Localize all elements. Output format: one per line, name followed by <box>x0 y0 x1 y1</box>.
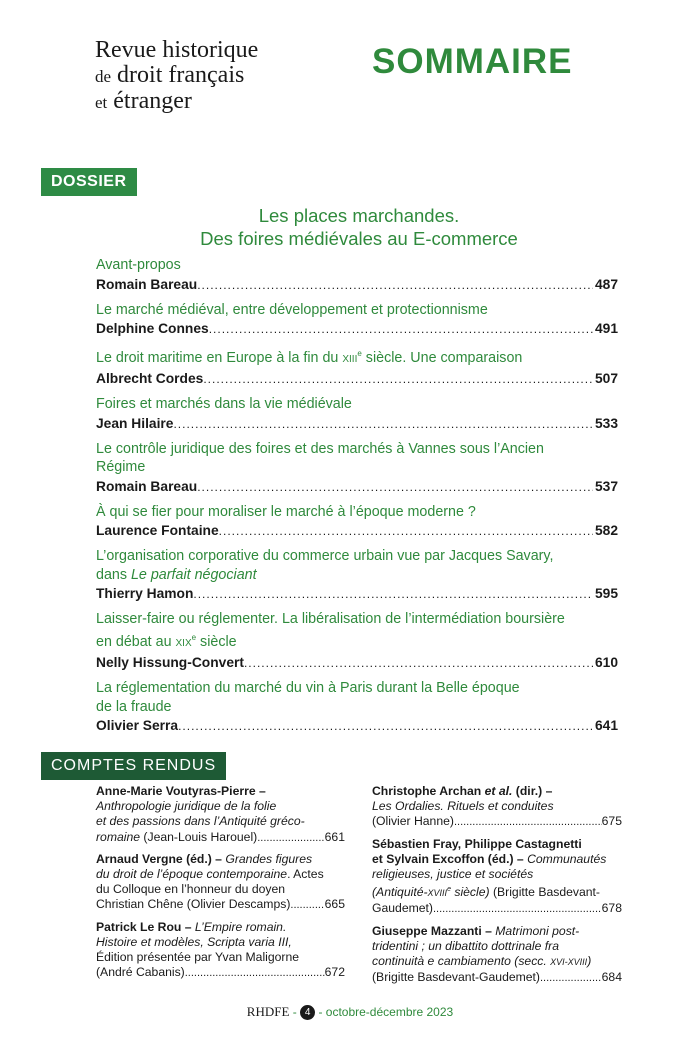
entry-title: L’organisation corporative du commerce urbain vue par Jacques Savary, dans Le parfait négociant <box>96 548 554 583</box>
review-entry[interactable]: Christophe Archan et al. (dir.) – Les Ordalies. Rituels et conduites (Olivier Hanne) ..... 675 <box>372 784 622 831</box>
toc-entry[interactable] <box>96 395 618 434</box>
toc-entry[interactable] <box>96 547 618 604</box>
entry-title: Le contrôle juridique des foires et des marchés à Vannes sous l’Ancien Régime <box>96 440 544 476</box>
issue-number-badge: 4 <box>300 1005 315 1020</box>
entry-title: À qui se fier pour moraliser le marché à l’époque moderne ? <box>96 503 476 520</box>
entry-page: 507 <box>594 371 618 387</box>
toc-entry[interactable] <box>96 256 618 295</box>
entry-page: 487 <box>594 276 618 292</box>
section-label-dossier: DOSSIER <box>41 168 137 196</box>
toc-entry[interactable] <box>96 503 618 542</box>
entry-title: La réglementation du marché du vin à Paris durant la Belle époque de la fraude <box>96 680 520 715</box>
entry-author: Romain Bareau <box>96 478 198 494</box>
toc-entry[interactable] <box>96 610 618 673</box>
entry-title: Laisser-faire ou réglementer. La libéralisation de l’intermédiation boursière en débat au XIXe siècle <box>96 611 565 650</box>
reviews-column-left <box>96 784 345 987</box>
review-page: 665 <box>324 897 345 912</box>
review-entry[interactable]: Giuseppe Mazzanti – Matrimoni post- tridentini ; un dibattito dottrinale fra continuità e cambiamento (secc. XVI-XVIII) (Brigitte Basdevant-Gaudemet) ..... 684 <box>372 924 622 987</box>
review-page: 675 <box>601 814 622 829</box>
dossier-title: Les places marchandes. Des foires médiévales au E-commerce <box>200 205 518 249</box>
table-of-contents <box>96 256 618 742</box>
journal-title-line: et étranger <box>95 88 192 114</box>
entry-author: Laurence Fontaine <box>96 523 219 539</box>
page-footer: RHDFE - 4 - octobre-décembre 2023 <box>246 1004 454 1019</box>
footer-date: octobre-décembre 2023 <box>325 1005 454 1019</box>
entry-title: Le droit maritime en Europe à la fin du XIIIe siècle. Une comparaison <box>96 349 523 366</box>
entry-title: Avant-propos <box>96 257 181 273</box>
entry-author: Nelly Hissung-Convert <box>96 655 244 671</box>
entry-page: 533 <box>594 415 618 431</box>
reviews-column-right <box>372 784 622 993</box>
journal-title-line: de droit français <box>95 62 245 88</box>
section-label-comptes-rendus: COMPTES RENDUS <box>41 752 226 780</box>
review-page: 672 <box>324 965 345 980</box>
toc-entry[interactable] <box>96 679 618 736</box>
footer-journal: RHDFE <box>246 1004 290 1019</box>
entry-page: 491 <box>594 321 618 336</box>
entry-author: Thierry Hamon <box>96 586 194 602</box>
entry-author: Albrecht Cordes <box>96 371 204 387</box>
journal-title <box>95 38 258 115</box>
toc-entry[interactable] <box>96 440 618 497</box>
toc-entry[interactable] <box>96 345 618 389</box>
review-entry[interactable]: Arnaud Vergne (éd.) – Grandes figures du droit de l’époque contemporaine. Actes du Colloque en l’honneur du doyen Christian Chêne (Olivier Descamps) ..... 665 <box>96 852 345 914</box>
entry-page: 595 <box>594 586 618 602</box>
page-title: SOMMAIRE <box>372 42 573 81</box>
entry-author: Jean Hilaire <box>96 415 174 431</box>
entry-page: 641 <box>594 718 618 734</box>
review-page: 684 <box>601 970 622 985</box>
journal-title-line: Revue historique <box>95 37 259 63</box>
review-page: 678 <box>601 901 622 916</box>
entry-title: Foires et marchés dans la vie médiévale <box>96 396 352 413</box>
entry-author: Olivier Serra <box>96 718 179 734</box>
review-entry[interactable]: Anne-Marie Voutyras-Pierre – Anthropologie juridique de la folie et des passions dans l’Antiquité gréco- romaine (Jean-Louis Harouel) ..... 661 <box>96 784 345 846</box>
entry-author: Delphine Connes <box>96 321 209 336</box>
toc-entry[interactable] <box>96 301 618 340</box>
entry-title: Le marché médiéval, entre développement et protectionnisme <box>96 301 488 318</box>
review-page: 661 <box>324 829 345 844</box>
entry-page: 610 <box>594 655 618 671</box>
review-entry[interactable]: Patrick Le Rou – L’Empire romain. Histoire et modèles, Scripta varia III, Édition présentée par Yvan Maligorne (André Cabanis) ..... 672 <box>96 920 345 982</box>
review-entry[interactable]: Sébastien Fray, Philippe Castagnetti et Sylvain Excoffon (éd.) – Communautés religieuses, justice et sociétés (Antiquité-XVIIIe siècle) (Brigitte Basdevant- Gaudemet) ..... 678 <box>372 837 622 918</box>
entry-author: Romain Bareau <box>96 276 198 292</box>
entry-page: 582 <box>594 523 618 539</box>
entry-page: 537 <box>594 478 618 494</box>
